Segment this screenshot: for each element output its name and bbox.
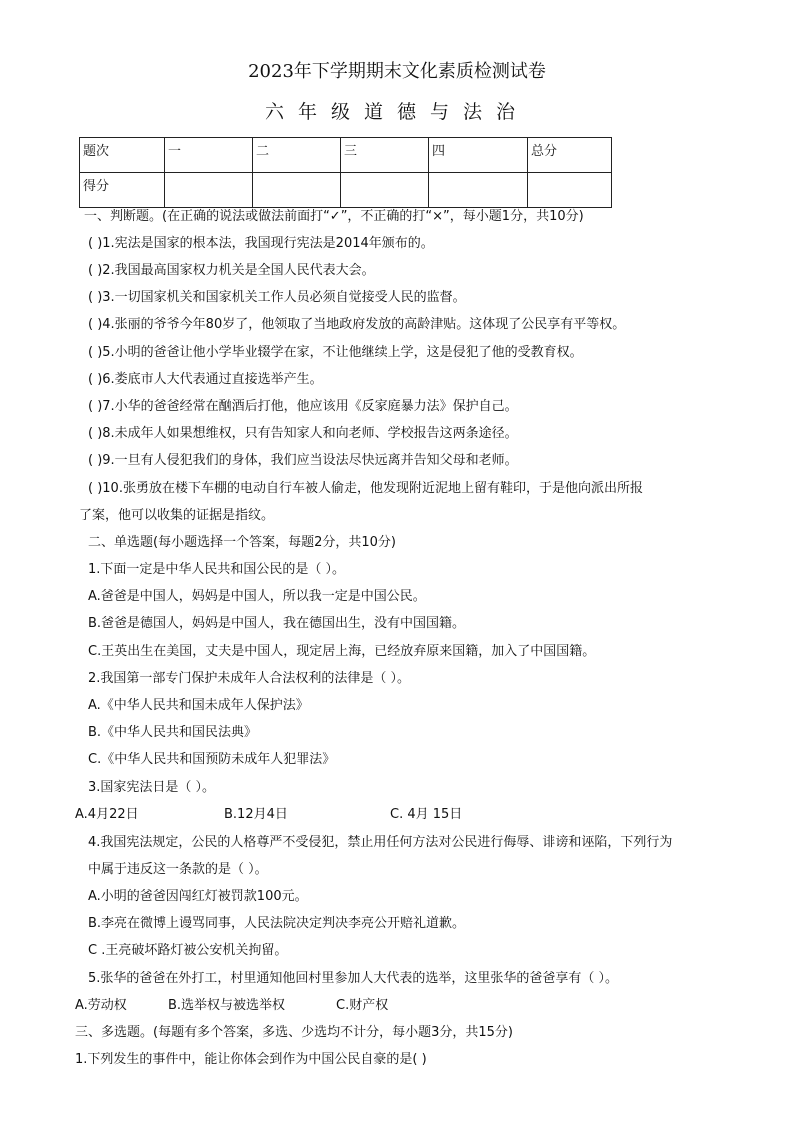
- score-table: [79, 137, 612, 208]
- answer-option: A.小明的爸爸因闯红灯被罚款100元。: [88, 889, 308, 904]
- question: 1.下面一定是中华人民共和国公民的是（ ）。: [88, 562, 346, 577]
- score-cell[interactable]: [429, 173, 528, 208]
- score-table-header-row: [80, 138, 612, 173]
- answer-option: C.《中华人民共和国预防未成年人犯罪法》: [88, 752, 336, 767]
- score-header-cell: 题次: [80, 138, 165, 173]
- question: 2.我国第一部专门保护未成年人合法权利的法律是（ ）。: [88, 671, 411, 686]
- question: 4.我国宪法规定，公民的人格尊严不受侵犯，禁止用任何方法对公民进行侮辱、诽谤和诬陷，下列行为: [88, 835, 673, 850]
- judgment-item: ( )7.小华的爸爸经常在酗酒后打他，他应该用《反家庭暴力法》保护自己。: [88, 399, 518, 414]
- judgment-item: ( )1.宪法是国家的根本法，我国现行宪法是2014年颁布的。: [88, 236, 434, 251]
- score-header-cell: 三: [341, 138, 429, 173]
- score-header-cell: 四: [429, 138, 528, 173]
- score-cell[interactable]: [341, 173, 429, 208]
- score-cell[interactable]: [253, 173, 341, 208]
- score-row-label: 得分: [80, 173, 165, 208]
- score-cell[interactable]: [165, 173, 253, 208]
- question: 1.下列发生的事件中，能让你体会到作为中国公民自豪的是( ): [75, 1052, 427, 1067]
- answer-option: A.《中华人民共和国未成年人保护法》: [88, 698, 309, 713]
- judgment-item: ( )4.张丽的爷爷今年80岁了，他领取了当地政府发放的高龄津贴。这体现了公民享有平等权。: [88, 317, 626, 332]
- answer-option: A.爸爸是中国人，妈妈是中国人，所以我一定是中国公民。: [88, 589, 426, 604]
- judgment-item-continuation: 了案，他可以收集的证据是指纹。: [79, 508, 275, 523]
- answer-option: A.劳动权: [75, 998, 127, 1013]
- judgment-item: ( )5.小明的爸爸让他小学毕业辍学在家，不让他继续上学，这是侵犯了他的受教育权。: [88, 345, 583, 360]
- section1-heading: 一、判断题。(在正确的说法或做法前面打“✓”，不正确的打“×”，每小题1分，共10分): [84, 209, 584, 224]
- answer-option: C.王英出生在美国，丈夫是中国人，现定居上海，已经放弃原来国籍，加入了中国国籍。: [88, 644, 596, 659]
- section3-heading: 三、多选题。(每题有多个答案，多选、少选均不计分，每小题3分，共15分): [75, 1025, 513, 1040]
- judgment-item: ( )9.一旦有人侵犯我们的身体，我们应当设法尽快远离并告知父母和老师。: [88, 453, 518, 468]
- answer-option: A.4月22日: [75, 807, 139, 822]
- exam-title: 2023年下学期期末文化素质检测试卷: [248, 61, 546, 82]
- answer-option: C .王亮破坏路灯被公安机关拘留。: [88, 943, 288, 958]
- score-header-cell: 一: [165, 138, 253, 173]
- question: 5.张华的爸爸在外打工，村里通知他回村里参加人大代表的选举，这里张华的爸爸享有（ ）。: [88, 971, 619, 986]
- question-continuation: 中属于违反这一条款的是（ ）。: [88, 862, 268, 877]
- score-header-cell: 二: [253, 138, 341, 173]
- answer-option: B.12月4日: [224, 807, 288, 822]
- answer-option: B.选举权与被选举权: [168, 998, 286, 1013]
- judgment-item: ( )8.未成年人如果想维权，只有告知家人和向老师、学校报告这两条途径。: [88, 426, 518, 441]
- score-cell[interactable]: [528, 173, 612, 208]
- answer-option: B.《中华人民共和国民法典》: [88, 725, 258, 740]
- question: 3.国家宪法日是（ ）。: [88, 780, 216, 795]
- score-header-cell: 总分: [528, 138, 612, 173]
- answer-option: B.李亮在微博上谩骂同事，人民法院决定判决李亮公开赔礼道歉。: [88, 916, 466, 931]
- judgment-item: ( )6.娄底市人大代表通过直接选举产生。: [88, 372, 323, 387]
- judgment-item: ( )2.我国最高国家权力机关是全国人民代表大会。: [88, 263, 375, 278]
- exam-subtitle: 六年级道德与法治: [264, 101, 529, 123]
- judgment-item: ( )3.一切国家机关和国家机关工作人员必须自觉接受人民的监督。: [88, 290, 466, 305]
- section2-heading: 二、单选题(每小题选择一个答案，每题2分，共10分): [88, 535, 396, 550]
- answer-option: B.爸爸是德国人，妈妈是中国人，我在德国出生，没有中国国籍。: [88, 616, 466, 631]
- judgment-item: ( )10.张勇放在楼下车棚的电动自行车被人偷走，他发现附近泥地上留有鞋印，于是他向派出所报: [88, 481, 643, 496]
- answer-option: C.财产权: [336, 998, 389, 1013]
- score-table-score-row: [80, 173, 612, 208]
- answer-option: C. 4月 15日: [390, 807, 463, 822]
